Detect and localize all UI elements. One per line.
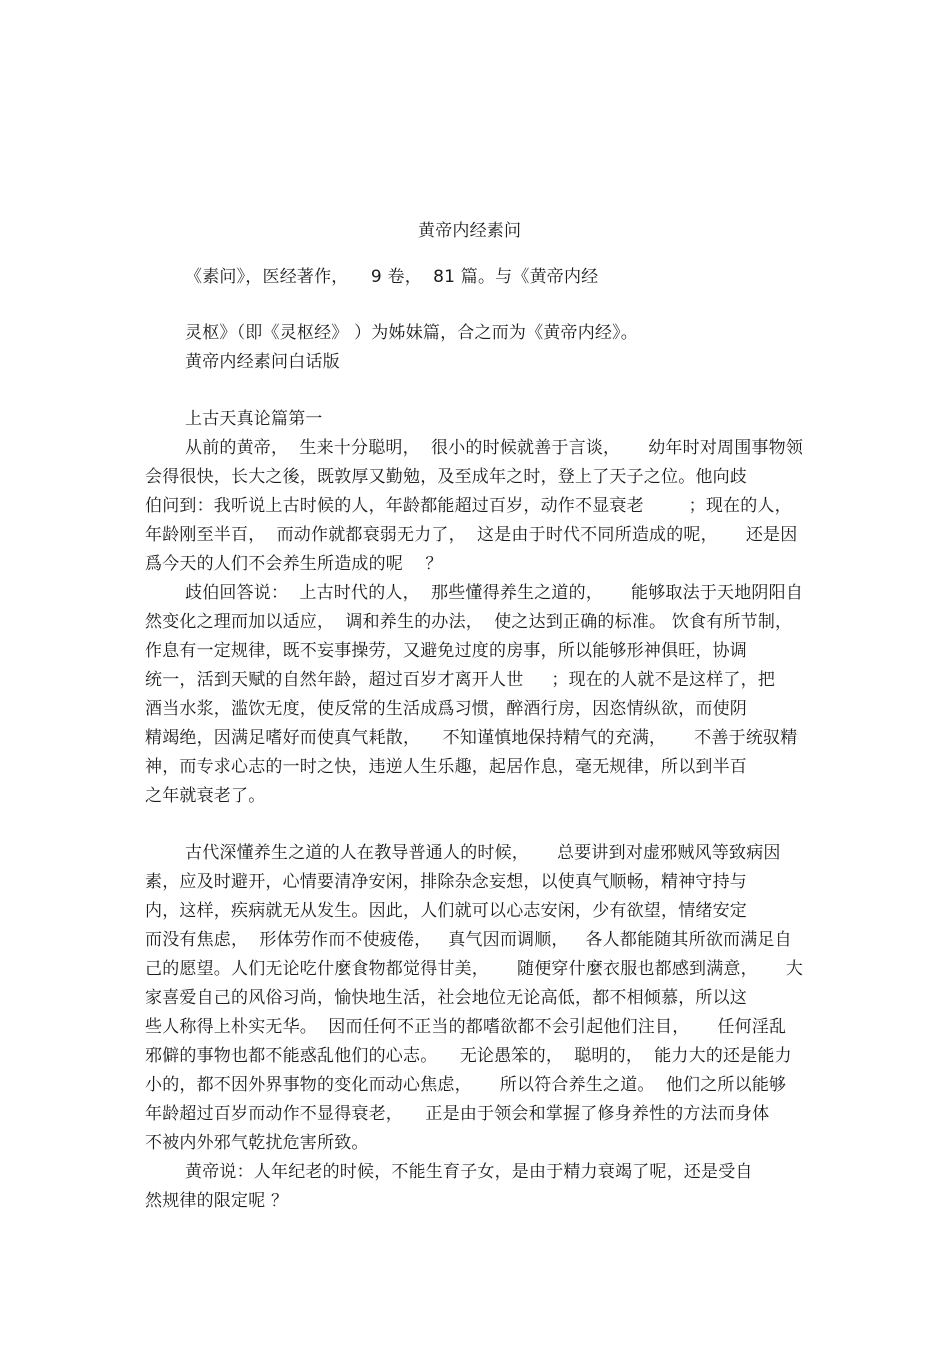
- paragraph-line: 作息有一定规律，既不妄事操劳，又避免过度的房事，所以能够形神俱旺，协调: [145, 641, 747, 661]
- intro-line-2: 灵枢》（即《灵枢经》 ）为姊妹篇，合之而为《黄帝内经》。: [185, 323, 639, 343]
- paragraph-line: 会得很快，长大之後，既敦厚又勤勉，及至成年之时，登上了天子之位。他向歧: [145, 467, 747, 487]
- document-title: 黄帝内经素问: [418, 221, 522, 241]
- paragraph-line: 内，这样，疾病就无从发生。因此，人们就可以心志安闲，少有欲望，情绪安定: [145, 901, 747, 921]
- subtitle-line: 黄帝内经素问白话版: [185, 352, 340, 372]
- paragraph-line: 己的愿望。人们无论吃什麼食物都觉得甘美， 随便穿什麼衣服也都感到满意， 大: [145, 959, 804, 979]
- paragraph-line: 之年就衰老了。: [145, 786, 266, 806]
- paragraph-line: 小的，都不因外界事物的变化而动心焦虑， 所以符合养生之道。 他们之所以能够: [145, 1075, 787, 1095]
- paragraph-line: 年龄超过百岁而动作不显得衰老， 正是由于领会和掌握了修身养性的方法而身体: [145, 1104, 770, 1124]
- paragraph-line: 而没有焦虑， 形体劳作而不使疲倦， 真气因而调顺， 各人都能随其所欲而满足自: [145, 930, 792, 950]
- paragraph-line: 素，应及时避开，心情要清净安闲，排除杂念妄想，以使真气顺畅，精神守持与: [145, 872, 747, 892]
- paragraph-line: 然规律的限定呢 ？: [145, 1191, 289, 1211]
- paragraph-line: 邪僻的事物也都不能惑乱他们的心志。 无论愚笨的， 聪明的， 能力大的还是能力: [145, 1046, 792, 1066]
- chapter-title: 上古天真论篇第一: [185, 409, 323, 429]
- paragraph-line: 神，而专求心志的一时之快，违逆人生乐趣，起居作息，毫无规律，所以到半百: [145, 757, 747, 777]
- paragraph-line: 酒当水浆，滥饮无度，使反常的生活成爲习惯，醉酒行房，因恣情纵欲，而使阴: [145, 699, 747, 719]
- paragraph-line: 然变化之理而加以适应， 调和养生的办法， 使之达到正确的标准。 饮食有所节制，: [145, 612, 793, 632]
- paragraph-line: 古代深懂养生之道的人在教导普通人的时候， 总要讲到对虚邪贼风等致病因: [185, 843, 781, 863]
- paragraph-line: 从前的黄帝， 生来十分聪明， 很小的时候就善于言谈， 幼年时对周围事物领: [185, 438, 804, 458]
- paragraph-line: 黄帝说：人年纪老的时候，不能生育子女，是由于精力衰竭了呢，还是受自: [185, 1162, 753, 1182]
- paragraph-line: 精竭绝，因满足嗜好而使真气耗散， 不知谨慎地保持精气的充满， 不善于统驭精: [145, 728, 798, 748]
- paragraph-line: 歧伯回答说： 上古时代的人， 那些懂得养生之道的， 能够取法于天地阴阳自: [185, 583, 804, 603]
- paragraph-line: 统一，活到天赋的自然年龄，超过百岁才离开人世 ；现在的人就不是这样了，把: [145, 670, 776, 690]
- paragraph-line: 伯问到：我听说上古时候的人，年龄都能超过百岁，动作不显衰老 ；现在的人，: [145, 496, 792, 516]
- intro-line-1: 《素问》，医经著作， 9 卷， 81 篇。与《黄帝内经: [185, 267, 599, 287]
- paragraph-line: 不被内外邪气乾扰危害所致。: [145, 1133, 369, 1153]
- paragraph-line: 年龄刚至半百， 而动作就都衰弱无力了， 这是由于时代不同所造成的呢， 还是因: [145, 525, 798, 545]
- paragraph-line: 爲今天的人们不会养生所造成的呢 ？: [145, 554, 443, 574]
- paragraph-line: 些人称得上朴实无华。 因而任何不正当的都嗜欲都不会引起他们注目， 任何淫乱: [145, 1017, 787, 1037]
- paragraph-line: 家喜爱自己的风俗习尚，愉快地生活，社会地位无论高低，都不相倾慕，所以这: [145, 988, 747, 1008]
